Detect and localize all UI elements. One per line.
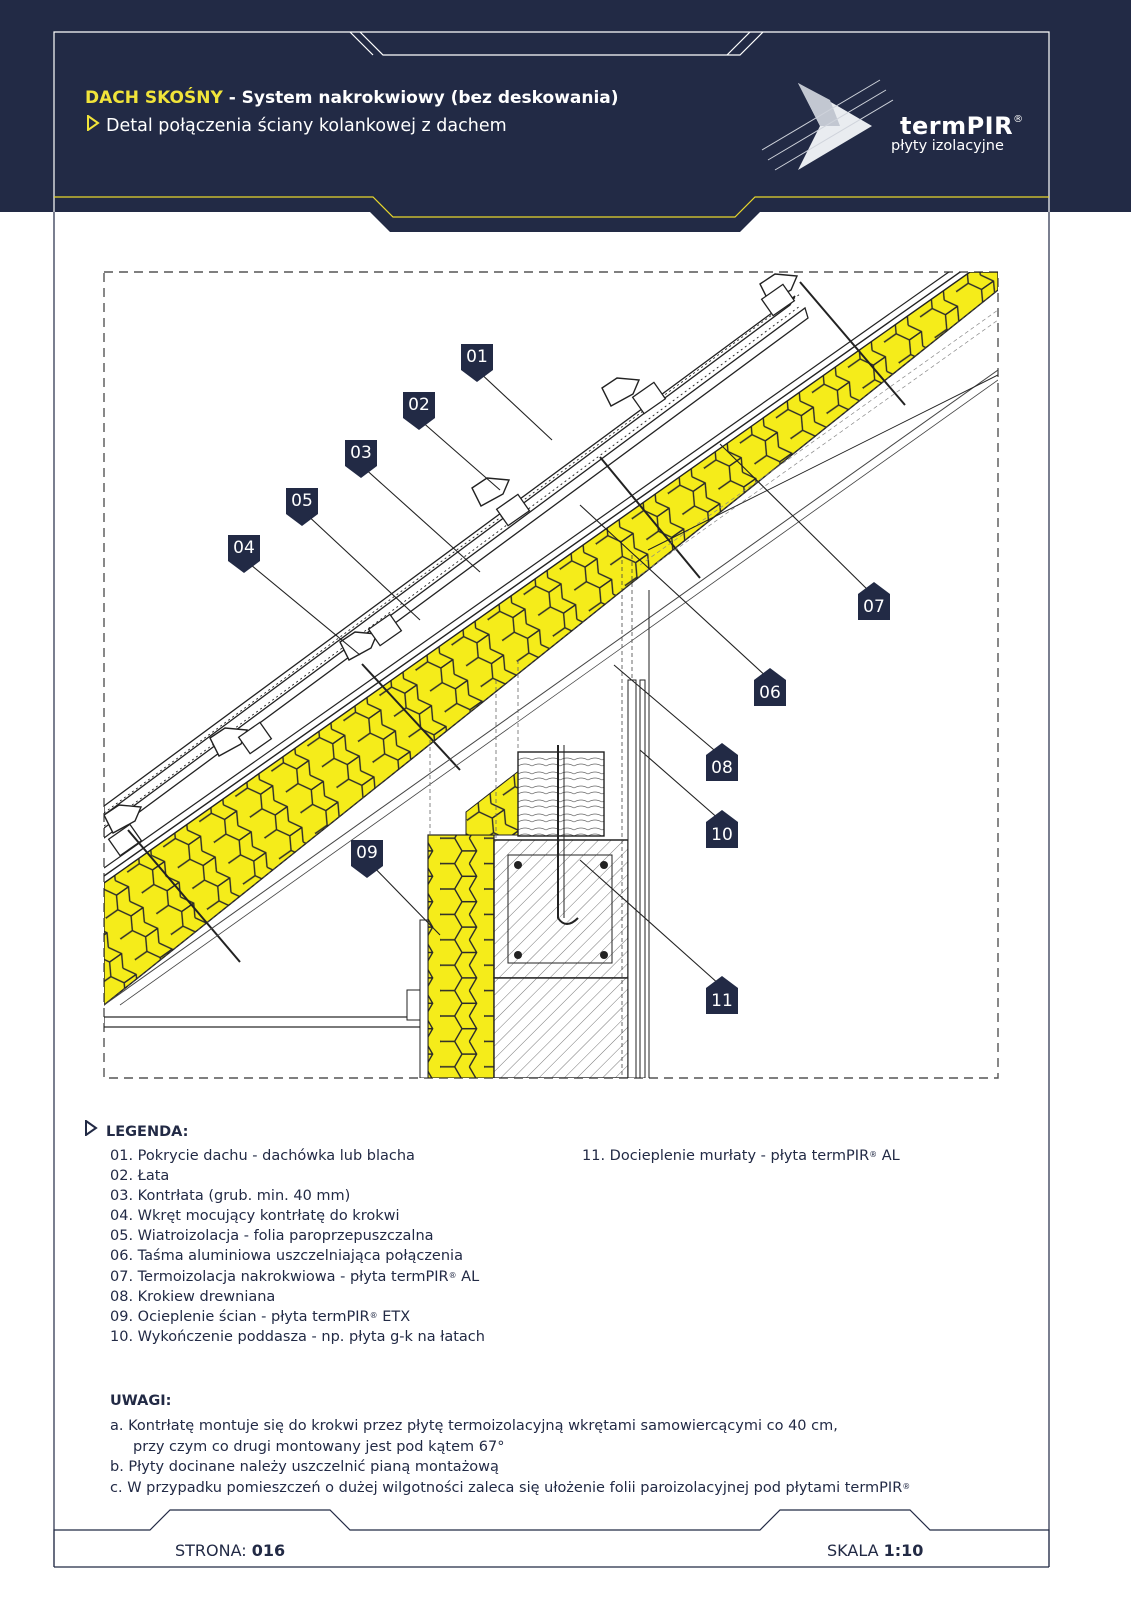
note-a: a. Kontrłatę montuje się do krokwi przez płytę termoizolacyjną wkrętami samowiercącymi co 40 cm,: [110, 1418, 838, 1434]
page-subtitle: Detal połączenia ściany kolankowej z dachem: [86, 115, 507, 136]
note-c: c. W przypadku pomieszczeń o dużej wilgotności zaleca się ułożenie folii paroizolacyjnej pod płytami termPIR®: [110, 1479, 911, 1496]
notes-list: [110, 1416, 910, 1498]
legend-item: 01. Pokrycie dachu - dachówka lub blacha: [110, 1148, 415, 1164]
legend-item: 09. Ocieplenie ścian - płyta termPIR® ETX: [110, 1308, 411, 1325]
callout-02: 02: [408, 395, 430, 415]
scale-indicator: SKALA 1:10: [827, 1541, 924, 1560]
legend-item: 10. Wykończenie poddasza - np. płyta g-k na łatach: [110, 1328, 485, 1345]
note-b: b. Płyty docinane należy uszczelnić pianą montażową: [110, 1459, 499, 1475]
brand-tagline: płyty izolacyjne: [891, 138, 1004, 154]
note-a-cont: przy czym co drugi montowany jest pod kątem 67°: [110, 1438, 505, 1455]
legend-heading: LEGENDA:: [108, 1120, 190, 1140]
brand-name: termPIR®: [900, 112, 1024, 140]
legend-item: 06. Taśma aluminiowa uszczelniająca połączenia: [110, 1248, 463, 1265]
callout-10: 10: [711, 825, 733, 845]
callout-07: 07: [863, 597, 885, 617]
callout-06: 06: [759, 683, 781, 703]
legend-list-right: [582, 1146, 900, 1166]
legend-item: 07. Termoizolacja nakrokwiowa - płyta termPIR® AL: [110, 1268, 480, 1285]
legend-item: 05. Wiatroizolacja - folia paroprzepuszczalna: [110, 1228, 434, 1245]
legend-item: 11. Docieplenie murłaty - płyta termPIR® AL: [582, 1148, 900, 1164]
callout-04: 04: [233, 538, 255, 558]
arrow-right-icon: [84, 1120, 106, 1140]
notes-heading: UWAGI:: [110, 1393, 172, 1409]
callout-05: 05: [291, 491, 313, 511]
callout-09: 09: [356, 843, 378, 863]
callout-01: 01: [466, 347, 488, 367]
callout-11: 11: [711, 991, 733, 1011]
legend-item: 04. Wkręt mocujący kontrłatę do krokwi: [110, 1208, 400, 1225]
legend-item: 08. Krokiew drewniana: [110, 1288, 276, 1305]
page-number: STRONA: 016: [175, 1541, 286, 1560]
legend-item: 02. Łata: [110, 1168, 170, 1185]
legend-list: [110, 1146, 485, 1347]
page-title: DACH SKOŚNY - System nakrokwiowy (bez deskowania): [85, 88, 619, 108]
callout-08: 08: [711, 758, 733, 778]
callout-03: 03: [350, 443, 372, 463]
legend-item: 03. Kontrłata (grub. min. 40 mm): [110, 1188, 351, 1205]
